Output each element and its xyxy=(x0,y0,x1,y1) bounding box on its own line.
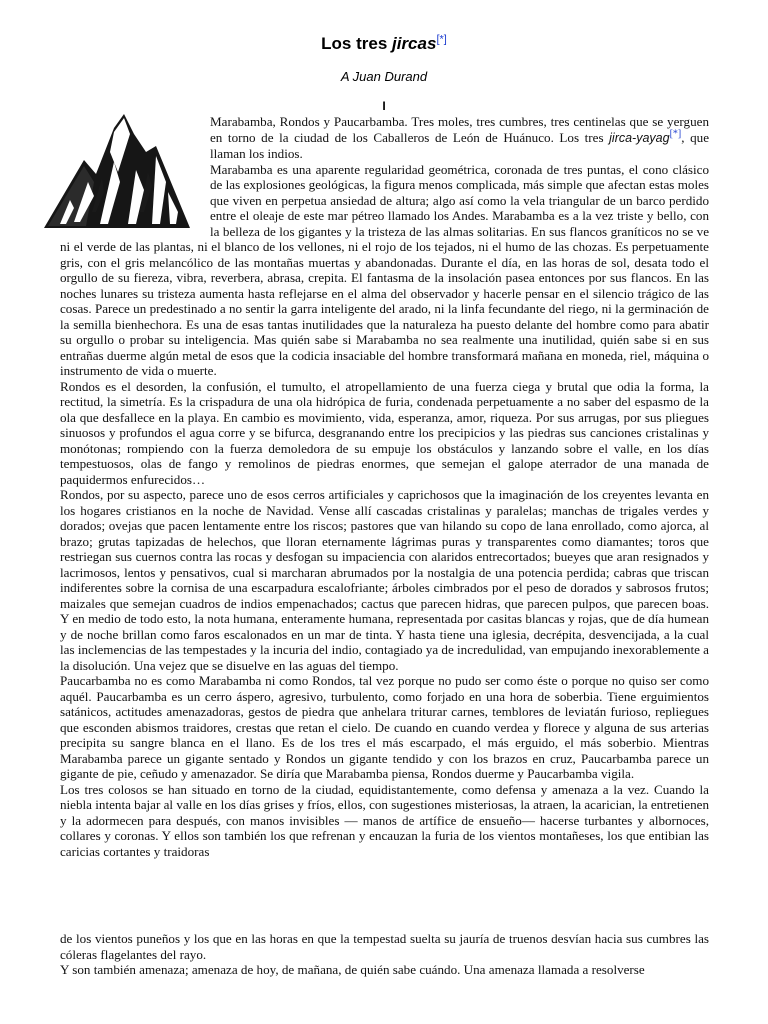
intro-text-end: , que llaman los indios. xyxy=(210,129,710,161)
paragraph-paucarbamba: Paucarbamba no es como Marabamba ni como Rondos, tal vez porque no pudo ser como éste o porque no quiso ser como aquél. Paucarbamba es un cerro áspero, agresivo, turbulento, como forjado en una hora de soberbia. Tiene erguimientos satánicos, actitudes amenazadoras, gestos de piedra que anhelara triturar carnes, temblores de leviatán furioso, repliegues que esconden abismos traidores, crestas que retan el cielo. De cuando en cuando verdea y florece y alguna de sus arterias precipita su sangre blanca en el llano. Es de los tres el más escarpado, el más erguido, el más soberbio. Mientras Marabamba parece un gigante sentado y Rondos un gigante tendido y con los brazos en cruz, Paucarbamba parece un gigante de pie, ceñudo y amenazador. Se diría que Marabamba piensa, Rondos duerme y Paucarbamba vigila. xyxy=(60,673,709,781)
continuation-paragraph: Y son también amenaza; amenaza de hoy, de mañana, de quién sabe cuándo. Una amenaza llamada a resolverse xyxy=(60,962,645,977)
intro-text: Marabamba, Rondos y Paucarbamba. Tres moles, tres cumbres, tres centinelas que se yerguen en torno de la ciudad de los Caballeros de León de Huánuco. Los tres xyxy=(210,114,709,145)
intro-footnote-link[interactable]: [*] xyxy=(669,128,682,140)
paragraph-rondos-aspect: Rondos, por su aspecto, parece uno de esos cerros artificiales y caprichosos que la imaginación de los creyentes levanta en los hogares cristianos en la noche de Navidad. Vense allí cascadas cristalinas y paralelas; manchas de trigales verdes y dorados; ovejas que pacen lentamente entre los riscos; pastores que van hilando su copo de lana enrollado, como ajorca, al brazo; grutas tapizadas de helechos, que lloran eternamente lágrimas puras y transparentes como diamantes; toros que restriegan sus cuernos contra las rocas y desfogan su impaciencia con alaridos entrecortados; bueyes que aran resignados y lacrimosos, lentos y pensativos, cual si marcharan abrumados por la nostalgia de una potencia perdida; cabras que triscan indiferentes sobre la cornisa de una escarpadura escalofriante; árboles cimbrados por el peso de dorados y sabrosos frutos; maizales que semejan cuadros de indios empenachados; cactus que parecen hidras, que parecen pulpos, que parecen boas. Y en medio de todo esto, la nota humana, enteramente humana, representada por casitas blancas y rojas, que de día humean y de noche brillan como faros escalonados en un mar de tinta. Y hasta tiene una iglesia, decrépita, desvencijada, a la cual las inclemencias de las tempestades y la incuria del indio, contagiado ya de incredulidad, van empujando inexorablemente a la disolución. Una vejez que se disuelve en las aguas del tiempo. xyxy=(60,487,709,673)
paragraph-marabamba: Marabamba es una aparente regularidad geométrica, coronada de tres puntas, el cono clásico de las explosiones geológicas, la figura menos complicada, más simple que afectan estas moles que viven en perpetua ansiedad de altura; algo así como la vela triangular de un barco perdido entre el oleaje de este mar pétreo llamado los Andes. Marabamba es a la vez triste y bello, con la belleza de los gigantes y la tristeza de las almas solitarias. En sus flancos graníticos no se ve ni el verde de las plantas, ni el blanco de los vellones, ni el rojo de los tejados, ni el humo de las chozas. Es perpetuamente gris, con el gris melancólico de las montañas muertas y abandonadas. Durante el día, en las horas de sol, desata todo el orgullo de su fiereza, vibra, reverbera, abrasa, crepita. El fantasma de la insolación pasea entonces por sus flancos. En las noches lunares su tristeza aumenta hasta reflejarse en el alma del observador y hacerle pensar en el silencio trágico de las cosas. Parece un predestinado a no sentir la garra inteligente del arado, ni la linfa fecundante del riego, ni la germinación de la semilla bienhechora. Es una de esas tantas inutilidades que la naturaleza ha puesto delante del hombre como para abatir su orgullo o probar su inteligencia. Mas quién sabe si Marabamba no sea realmente una inutilidad, quién sabe si en sus entrañas duerme algún metal de esos que la codicia insaciable del hombre transformará mañana en moneda, riel, máquina o instrumento de vida o muerte. xyxy=(60,161,709,378)
illustration-spacer xyxy=(60,114,210,226)
title-footnote-link[interactable]: [*] xyxy=(436,33,447,46)
article-body xyxy=(60,114,709,859)
paragraph-rondos: Rondos es el desorden, la confusión, el tumulto, el atropellamiento de una fuerza ciega y brutal que odia la forma, la rectitud, la simetría. Es la crispadura de una ola hidrópica de furia, condenada perpetuamente a no saber del espasmo de la ola que desfallece en la playa. En cambio es movimiento, vida, esperanza, amor, riqueza. Por sus arrugas, por sus pliegues sinuosos y profundos el agua corre y se bifurca, desgranando entre los precipicios y las piedras sus canciones cristalinas y monótonas; rompiendo con la fuerza demoledora de su empuje los obstáculos y lanzando sobre el valle, en los días tempestuosos, olas de fango y remolinos de piedras enormes, que semejan el galope aterrador de una manada de paquidermos enfurecidos… xyxy=(60,378,709,487)
paragraph-colossi: Los tres colosos se han situado en torno de la ciudad, equidistantemente, como defensa y amenaza a la vez. Cuando la niebla intenta bajar al valle en los días grises y fríos, ellos, con sugestiones misteriosas, la atraen, la acarician, la entretienen y la adormecen para después, con manos invisibles — manos de artífice de ensueño— hacerse turbantes y albornoces, collares y coronas. Y ellos son también los que refrenan y encauzan la furia de los vientos montañeses, los que entibian las caricias cortantes y traidoras xyxy=(60,781,710,859)
continuation-paragraph: de los vientos puneños y los que en las horas en que la tempestad suelta su jauría de truenos desvían hacia sus cumbres las cóleras flagelantes del rayo. xyxy=(60,931,709,962)
title-italic-word: jircas xyxy=(392,34,437,53)
section-number: I xyxy=(382,99,386,113)
dedication: A Juan Durand xyxy=(340,69,428,84)
continuation-text xyxy=(60,931,709,978)
intro-italic-term: jirca-yayag xyxy=(609,130,670,145)
title-text: Los tres xyxy=(321,34,392,53)
document-title xyxy=(0,33,768,55)
